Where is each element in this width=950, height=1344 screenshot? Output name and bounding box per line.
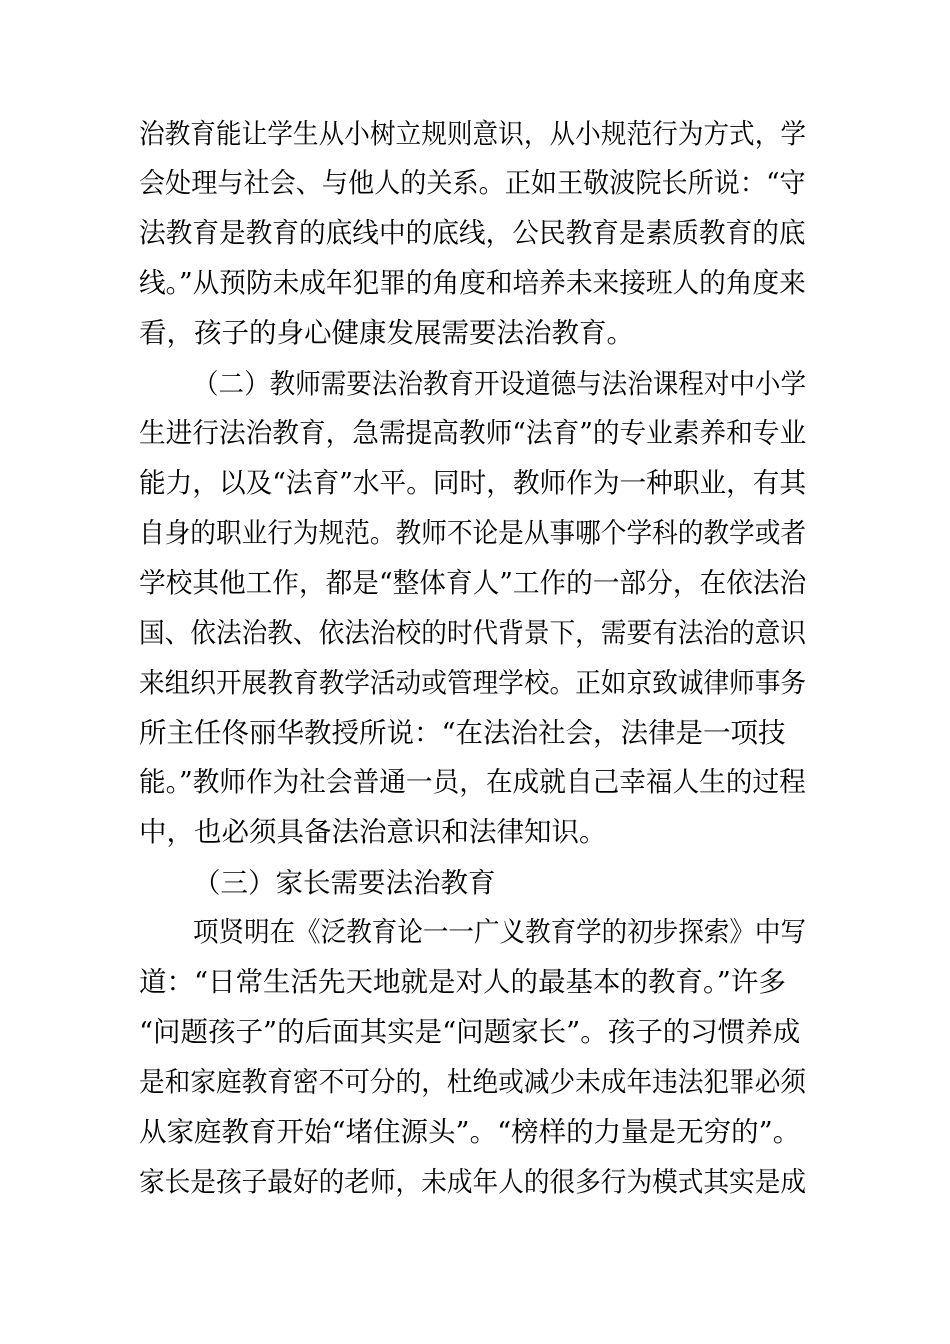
section-heading-3: （三）家长需要法治教育 (193, 867, 496, 899)
text-line: “问题孩子”的后面其实是“问题家长”。孩子的习惯养成 (139, 1016, 801, 1048)
text-line: 中，也必须具备法治意识和法律知识。 (139, 816, 607, 848)
text-line: 从家庭教育开始“堵住源头”。“榜样的力量是无穷的”。 (139, 1116, 801, 1148)
text-line: 线。”从预防未成年犯罪的角度和培养未来接班人的角度来 (139, 267, 806, 299)
text-line: 是和家庭教育密不可分的，杜绝或减少未成年违法犯罪必须 (139, 1066, 807, 1098)
text-line: 能。”教师作为社会普通一员，在成就自己幸福人生的过程 (139, 766, 806, 798)
text-line: 国、依法治教、依法治校的时代背景下，需要有法治的意识 (139, 617, 807, 649)
text-line: 自身的职业行为规范。教师不论是从事哪个学科的教学或者 (139, 517, 807, 549)
text-line: 法教育是教育的底线中的底线，公民教育是素质教育的底 (139, 217, 806, 249)
text-line: 来组织开展教育教学活动或管理学校。正如京致诚律师事务 (139, 667, 807, 699)
text-line: 会处理与社会、与他人的关系。正如王敬波院长所说：“守 (139, 167, 806, 199)
text-line: 能力，以及“法育”水平。同时，教师作为一种职业，有其 (139, 467, 807, 499)
text-line: 治教育能让学生从小树立规则意识，从小规范行为方式，学 (139, 118, 807, 150)
paragraph-start-line: 项贤明在《泛教育论一一广义教育学的初步探索》中写 (193, 916, 807, 948)
text-line: 看，孩子的身心健康发展需要法治教育。 (139, 317, 634, 349)
text-line: 学校其他工作，都是“整体育人”工作的一部分，在依法治 (139, 567, 807, 599)
text-line: 家长是孩子最好的老师，未成年人的很多行为模式其实是成 (139, 1166, 807, 1198)
text-line: 道：“日常生活先天地就是对人的最基本的教育。”许多 (139, 966, 786, 998)
section-heading-2: （二）教师需要法治教育开设道德与法治课程对中小学 (193, 368, 807, 400)
text-line: 生进行法治教育，急需提高教师“法育”的专业素养和专业 (139, 417, 807, 449)
text-line: 所主任佟丽华教授所说：“在法治社会，法律是一项技 (139, 717, 786, 749)
